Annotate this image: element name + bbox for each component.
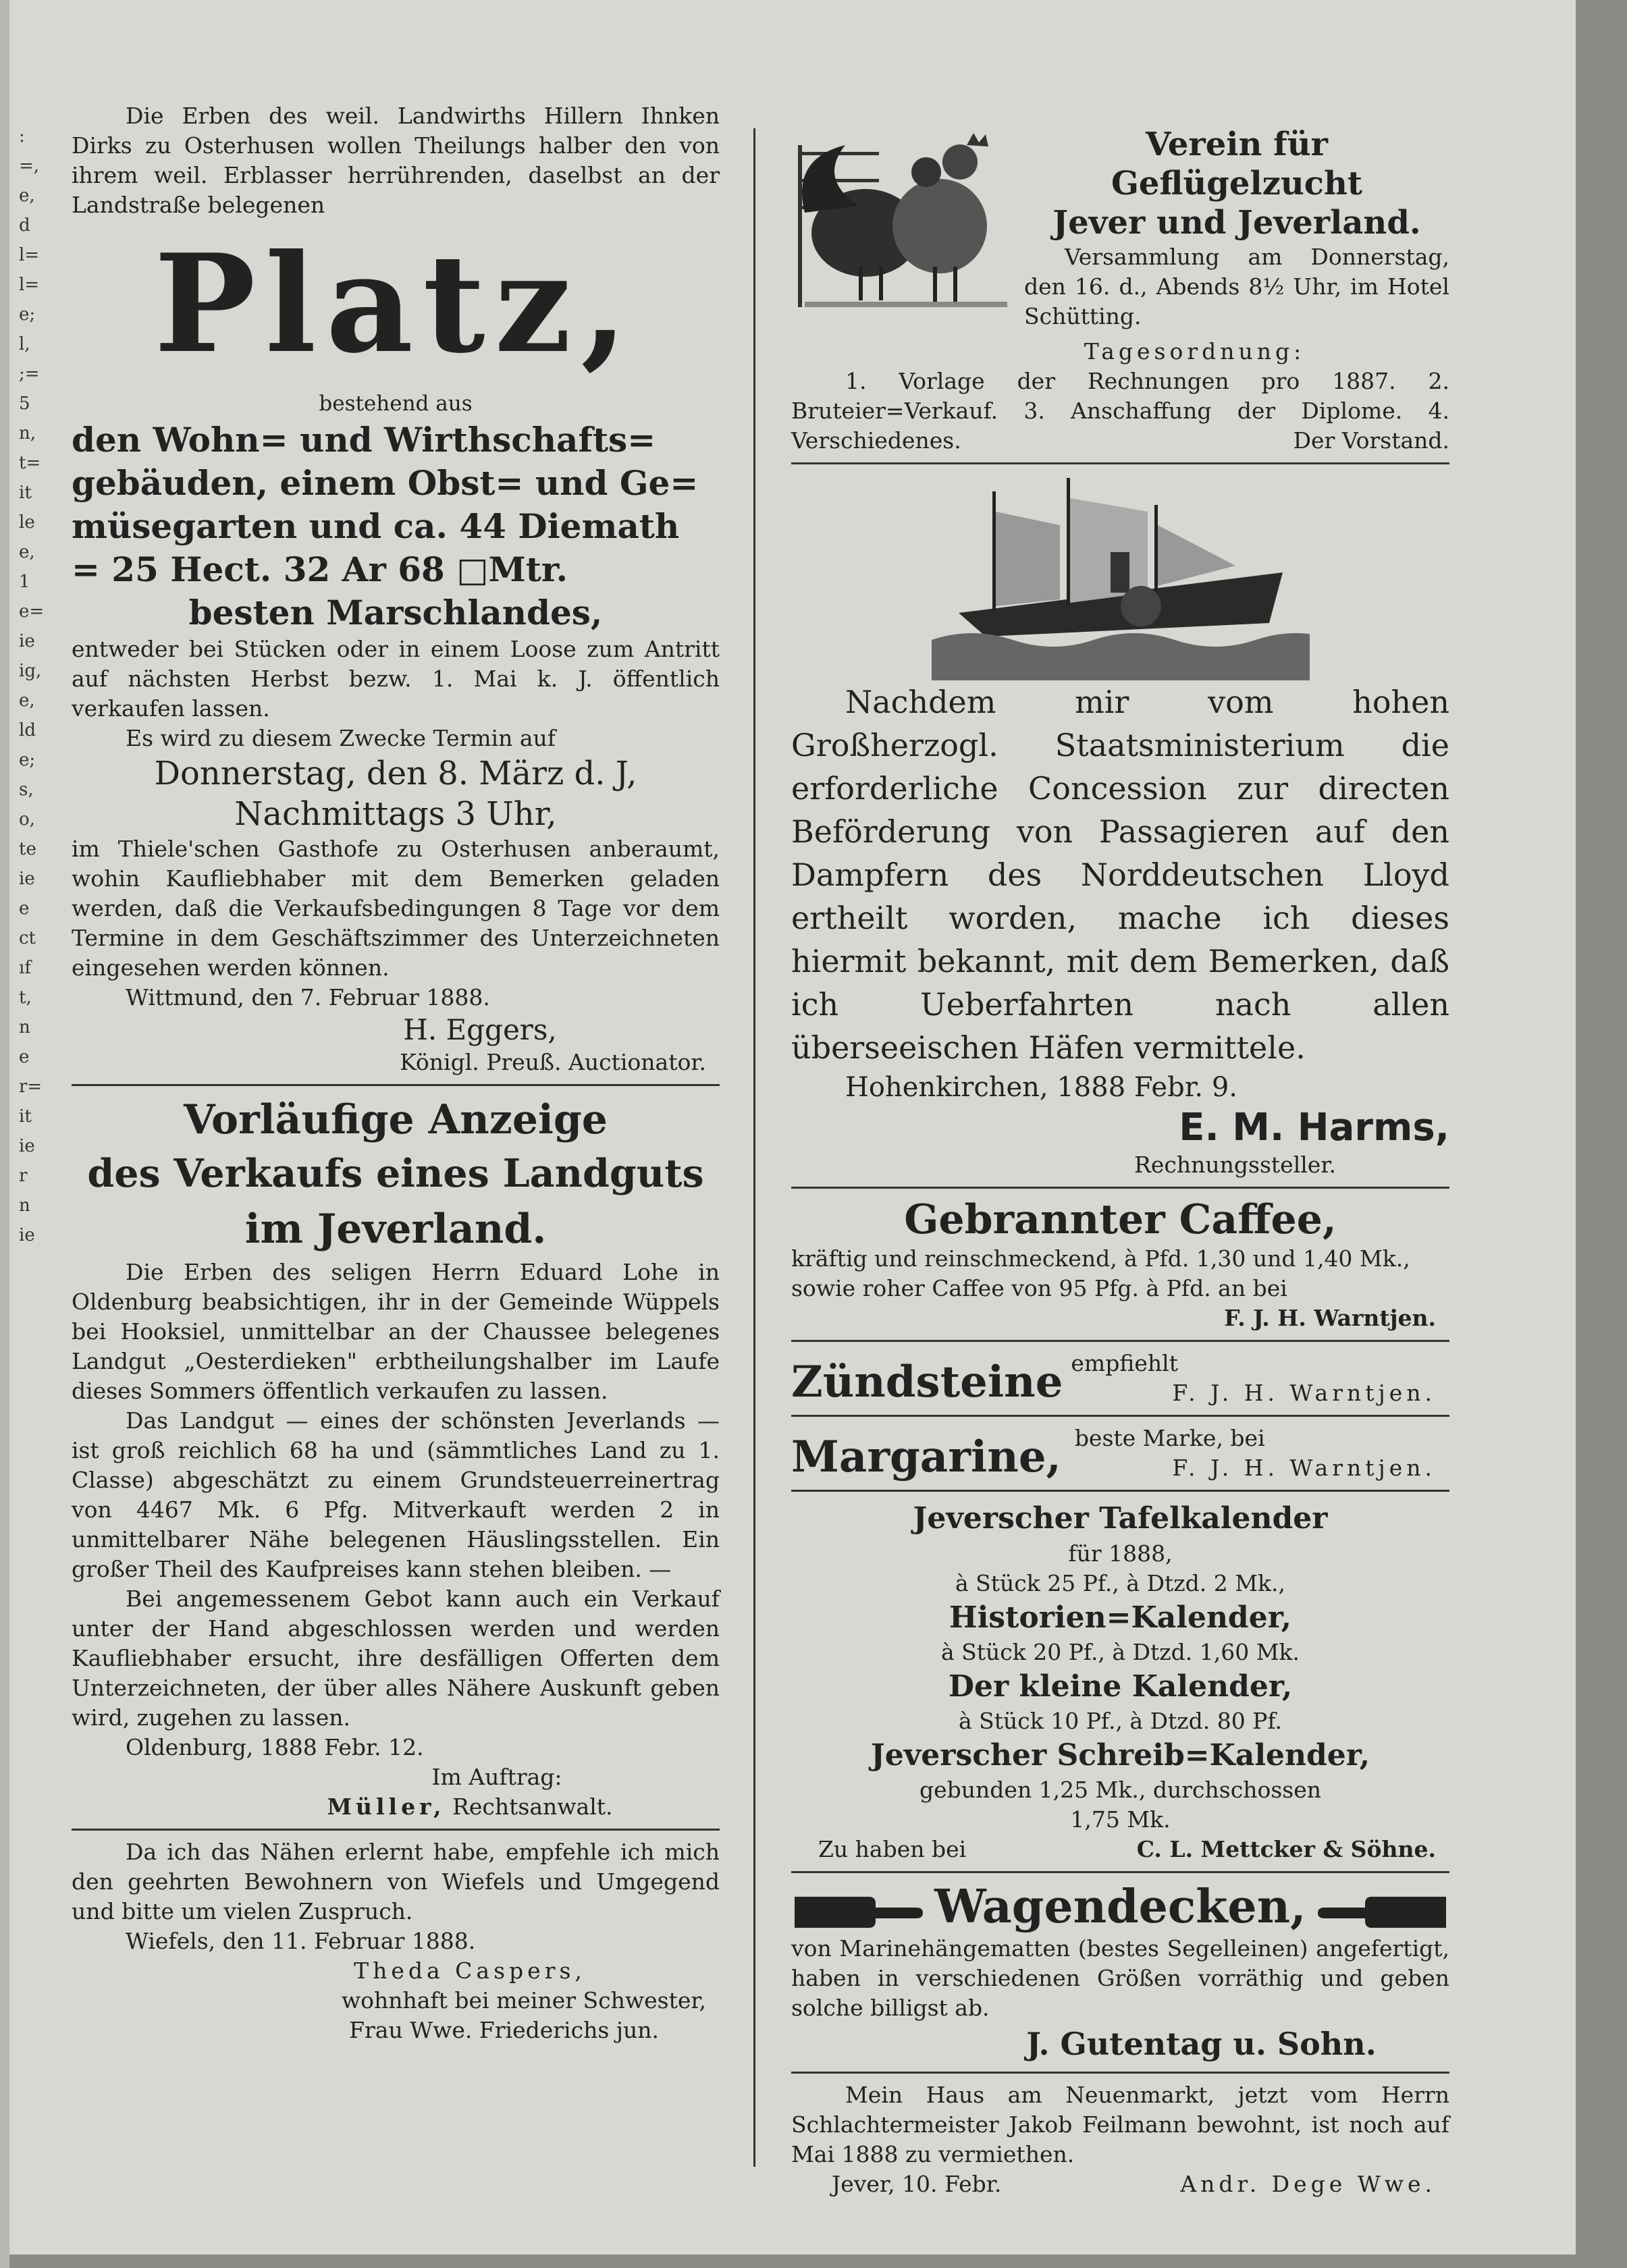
headline-platz: Platz, bbox=[154, 225, 637, 383]
edge-fragment: 5 bbox=[19, 394, 30, 414]
signer: J. Gutentag u. Sohn. bbox=[1026, 2026, 1377, 2062]
left-column bbox=[72, 101, 720, 2045]
edge-fragment: e bbox=[19, 1047, 30, 1067]
bold-line: = 25 Hect. 32 Ar 68 □Mtr. bbox=[72, 549, 568, 589]
bold-lines bbox=[72, 418, 720, 634]
place-date: Wittmund, den 7. Februar 1888. bbox=[126, 984, 490, 1010]
date-line: Nachmittags 3 Uhr, bbox=[234, 795, 557, 833]
signer-line bbox=[72, 1792, 720, 1822]
ad-text: entweder bei Stücken oder in einem Loose zum Antritt auf nächsten Herbst bezw. 1. Mai k. J. öffentlich verkaufen lassen. bbox=[72, 636, 720, 722]
edge-fragment: =, bbox=[19, 156, 40, 176]
ad-title: Zündsteine bbox=[791, 1357, 1063, 1407]
ad-text: Die Erben des seligen Herrn Eduard Lohe in Oldenburg beabsichtigen, ihr in der Gemeinde Wüppels bei Hooksiel, unmittelbar an der Chaussee belegenes Landgut „Oesterdieken" erbtheilungshalber im Laufe dieses Sommers öffentlich verkaufen zu lassen. bbox=[72, 1259, 720, 1404]
signer: F. J. H. Warntjen. bbox=[1172, 1380, 1436, 1406]
ad-text: Versammlung am Donnerstag, den 16. d., Abends 8½ Uhr, im Hotel Schütting. bbox=[1024, 244, 1449, 329]
divider bbox=[791, 1415, 1449, 1417]
edge-fragment: it bbox=[19, 483, 32, 503]
edge-fragment: d bbox=[19, 215, 30, 236]
signer: F. J. H. Warntjen. bbox=[1172, 1455, 1436, 1481]
right-column bbox=[791, 125, 1449, 2199]
ad-title: Gebrannter Caffee, bbox=[904, 1196, 1337, 1243]
edge-fragment: e= bbox=[19, 601, 45, 622]
ad-text: Das Landgut — eines der schönsten Jeverlands — ist groß reichlich 68 ha und (sämmtliches Land zu 1. Classe) abgeschätzt zu einem Grundsteuerreinertrag von 4467 Mk. 6 Pfg. Mitverkauft werden 2 in unmittelbarer Nähe belegenen Häuslingsstellen. Ein großer Theil des Kaufpreises kann stehen bleiben. — bbox=[72, 1407, 720, 1582]
ad-haus bbox=[791, 2080, 1449, 2199]
ad-text: Es wird zu diesem Zwecke Termin auf bbox=[126, 725, 556, 751]
edge-fragment: it bbox=[19, 1106, 32, 1127]
place-date: Oldenburg, 1888 Febr. 12. bbox=[126, 1734, 424, 1760]
edge-fragment: l, bbox=[19, 334, 30, 354]
ad-title: im Jeverland. bbox=[244, 1206, 547, 1253]
divider bbox=[72, 1829, 720, 1831]
edge-fragment: ie bbox=[19, 1225, 35, 1245]
place-date: Wiefels, den 11. Februar 1888. bbox=[126, 1928, 476, 1954]
ad-text: im Thiele'schen Gasthofe zu Osterhusen anberaumt, wohin Kaufliebhaber mit dem Bemerken geladen werden, daß die Verkaufsbedingungen 8 Tage vor dem Termine in dem Geschäftszimmer des Unterzeichneten eingesehen werden können. bbox=[72, 836, 720, 981]
edge-fragment: e, bbox=[19, 186, 35, 206]
signer: Andr. Dege Wwe. bbox=[1180, 2171, 1436, 2197]
ad-text: für 1888, bbox=[1068, 1540, 1173, 1567]
ad-zuendsteine bbox=[791, 1349, 1449, 1408]
signer-title: Königl. Preuß. Auctionator. bbox=[400, 1049, 706, 1075]
divider bbox=[72, 1084, 720, 1086]
edge-fragment: n, bbox=[19, 423, 36, 443]
edge-fragment: t= bbox=[19, 453, 41, 473]
edge-fragment: ıf bbox=[19, 958, 31, 978]
ad-text: kräftig und reinschmeckend, à Pfd. 1,30 und 1,40 Mk., bbox=[791, 1245, 1410, 1272]
edge-fragment: s, bbox=[19, 780, 34, 800]
column-divider bbox=[753, 128, 755, 2167]
adjacent-page-edge bbox=[19, 122, 46, 1250]
edge-fragment: te bbox=[19, 839, 36, 859]
edge-fragment: e bbox=[19, 898, 30, 919]
date-line: Donnerstag, den 8. März d. J, bbox=[154, 755, 637, 792]
edge-fragment: l= bbox=[19, 245, 40, 265]
rooster-illustration bbox=[791, 125, 1014, 321]
ad-text: sowie roher Caffee von 95 Pfg. à Pfd. an bei bbox=[791, 1275, 1287, 1301]
edge-fragment: ld bbox=[19, 720, 36, 740]
newspaper-page bbox=[9, 0, 1576, 2254]
steamship-illustration bbox=[932, 471, 1310, 680]
signer: F. J. H. Warntjen. bbox=[1224, 1305, 1436, 1331]
ad-title: des Verkaufs eines Landguts bbox=[87, 1151, 704, 1196]
edge-fragment: e, bbox=[19, 691, 35, 711]
ad-title: Jeverscher Tafelkalender bbox=[913, 1501, 1328, 1536]
edge-fragment: : bbox=[19, 126, 25, 146]
ad-text: 1,75 Mk. bbox=[1070, 1806, 1171, 1833]
ad-title: Vorläufige Anzeige bbox=[184, 1096, 608, 1143]
ad-text: Da ich das Nähen erlernt habe, empfehle ich mich den geehrten Bewohnern von Wiefels und Umgegend und bitte um vielen Zuspruch. bbox=[72, 1839, 720, 1924]
edge-fragment: ig, bbox=[19, 661, 42, 681]
ad-text: Bei angemessenem Gebot kann auch ein Verkauf unter der Hand abgeschlossen werden und werden Kaufliebhaber ersucht, ihre desfälligen Offerten dem Unterzeichneten, der über alles Nähere Auskunft geben wird, zugehen zu lassen. bbox=[72, 1586, 720, 1731]
ad-title: Wagendecken, bbox=[934, 1880, 1306, 1934]
place-date: Jever, 10. Febr. bbox=[832, 2171, 1002, 2197]
edge-fragment: ;= bbox=[19, 364, 40, 384]
edge-fragment: e; bbox=[19, 750, 36, 770]
ad-caffee bbox=[791, 1195, 1449, 1333]
ad-title: Historien=Kalender, bbox=[949, 1600, 1291, 1635]
ad-title: Jeverscher Schreib=Kalender, bbox=[870, 1738, 1370, 1773]
pointing-hand-right-icon bbox=[791, 1883, 926, 1931]
ad-text: Frau Wwe. Friederichs jun. bbox=[349, 2017, 659, 2043]
ad-text: empfiehlt bbox=[1071, 1350, 1178, 1376]
ad-text: à Stück 25 Pf., à Dtzd. 2 Mk., bbox=[955, 1570, 1286, 1596]
ad-title: Verein für Geflügelzucht bbox=[1111, 126, 1363, 202]
page-gutter bbox=[0, 0, 9, 2268]
edge-fragment: o, bbox=[19, 809, 35, 830]
edge-fragment: 1 bbox=[19, 572, 30, 592]
edge-fragment: r= bbox=[19, 1077, 43, 1097]
pointing-hand-left-icon bbox=[1314, 1883, 1449, 1931]
ad-text: beste Marke, bei bbox=[1074, 1425, 1265, 1451]
ad-text: à Stück 20 Pf., à Dtzd. 1,60 Mk. bbox=[940, 1639, 1300, 1665]
divider bbox=[791, 1340, 1449, 1342]
edge-fragment: n bbox=[19, 1017, 30, 1037]
ad-naehen bbox=[72, 1837, 720, 2045]
divider bbox=[791, 1187, 1449, 1189]
signer-line bbox=[791, 2169, 1449, 2199]
ad-kalender bbox=[791, 1498, 1449, 1864]
agenda-label: Tagesordnung: bbox=[1084, 338, 1306, 364]
bold-line: besten Marschlandes, bbox=[188, 593, 603, 632]
ad-title: Der kleine Kalender, bbox=[948, 1669, 1293, 1704]
edge-fragment: ct bbox=[19, 928, 36, 948]
edge-fragment: r bbox=[19, 1166, 28, 1186]
edge-fragment: l= bbox=[19, 275, 40, 295]
divider bbox=[791, 2072, 1449, 2074]
edge-fragment: n bbox=[19, 1195, 30, 1216]
place-date: Hohenkirchen, 1888 Febr. 9. bbox=[845, 1072, 1238, 1103]
signer: Der Vorstand. bbox=[1293, 427, 1449, 454]
edge-fragment: t, bbox=[19, 988, 32, 1008]
divider bbox=[791, 1871, 1449, 1873]
signer: Müller, bbox=[327, 1793, 446, 1820]
edge-fragment: e, bbox=[19, 542, 35, 562]
ad-wagendecken bbox=[791, 1880, 1449, 2065]
signer: H. Eggers, bbox=[403, 1013, 557, 1046]
ad-margarine bbox=[791, 1424, 1449, 1483]
ad-text: à Stück 10 Pf., à Dtzd. 80 Pf. bbox=[958, 1708, 1283, 1734]
ad-title: Jever und Jeverland. bbox=[1052, 204, 1421, 242]
ad-text: Mein Haus am Neuenmarkt, jetzt vom Herrn Schlachtermeister Jakob Feilmann bewohnt, ist noch auf Mai 1888 zu vermiethen. bbox=[791, 2082, 1449, 2167]
bold-line: müsegarten und ca. 44 Diemath bbox=[72, 506, 680, 546]
ad-text: wohnhaft bei meiner Schwester, bbox=[341, 1987, 706, 2014]
divider bbox=[791, 462, 1449, 464]
bold-line: den Wohn= und Wirthschafts= bbox=[72, 420, 656, 460]
edge-fragment: ie bbox=[19, 1136, 35, 1156]
bold-line: gebäuden, einem Obst= und Ge= bbox=[72, 463, 699, 503]
signer-line bbox=[791, 1835, 1449, 1864]
ad-lloyd bbox=[791, 471, 1449, 1180]
signer-title: Rechtsanwalt. bbox=[452, 1793, 613, 1820]
edge-fragment: e; bbox=[19, 304, 36, 325]
ad-text: Nachdem mir vom hohen Großherzogl. Staatsministerium die erforderliche Concession zur directen Beförderung von Passagieren auf den Dampfern des Norddeutschen Lloyd ertheilt worden, mache ich dieses hiermit bekannt, mit dem Bemerken, daß ich Ueberfahrten nach allen überseeischen Häfen vermittele. bbox=[791, 684, 1449, 1066]
ad-text: Zu haben bei bbox=[818, 1836, 967, 1862]
edge-fragment: ie bbox=[19, 631, 35, 651]
ad-gefluegel bbox=[791, 125, 1449, 456]
edge-fragment: le bbox=[19, 512, 35, 533]
ad-platz bbox=[72, 101, 720, 1077]
edge-fragment: ie bbox=[19, 869, 35, 889]
signer: C. L. Mettcker & Söhne. bbox=[1136, 1836, 1436, 1862]
signer-title: Rechnungssteller. bbox=[1134, 1152, 1336, 1178]
ad-text: von Marinehängematten (bestes Segelleinen) angefertigt, haben in verschiedenen Größen vorräthig und geben solche billigst ab. bbox=[791, 1935, 1449, 2021]
ad-text: gebunden 1,25 Mk., durchschossen bbox=[919, 1777, 1321, 1803]
divider bbox=[791, 1490, 1449, 1492]
ad-text: Im Auftrag: bbox=[431, 1764, 562, 1790]
ad-title: Margarine, bbox=[791, 1432, 1061, 1482]
ad-landgut bbox=[72, 1093, 720, 1822]
signer: E. M. Harms, bbox=[1179, 1106, 1449, 1150]
signer: Theda Caspers, bbox=[354, 1958, 586, 1984]
ad-text: bestehend aus bbox=[319, 392, 473, 416]
ad-text: Die Erben des weil. Landwirths Hillern Ihnken Dirks zu Osterhusen wollen Theilungs halber den von ihrem weil. Erblasser herrührenden, daselbst an der Landstraße belegenen bbox=[72, 103, 720, 218]
ad-text: 1. Vorlage der Rechnungen pro 1887. 2. Brutеier=Verkauf. 3. Anschaffung der Diplome. 4. Verschiedenes. bbox=[791, 368, 1449, 454]
